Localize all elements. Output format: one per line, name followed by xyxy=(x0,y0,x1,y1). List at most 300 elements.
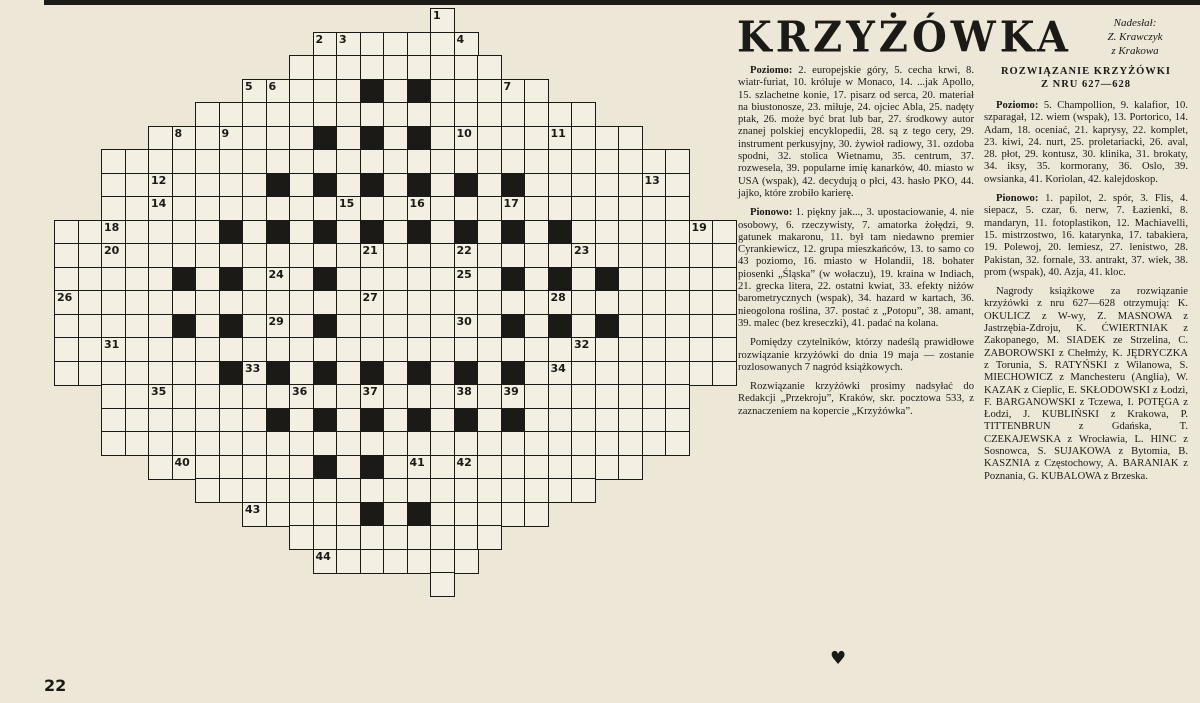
crossword-cell xyxy=(219,337,244,362)
crossword-cell xyxy=(148,337,173,362)
crossword-cell xyxy=(289,525,314,550)
crossword-cell xyxy=(618,220,643,245)
crossword-cell xyxy=(454,455,479,480)
crossword-cell xyxy=(242,243,267,268)
crossword-cell xyxy=(595,290,620,315)
crossword-cell xyxy=(595,149,620,174)
crossword-cell xyxy=(172,384,197,409)
crossword-cell xyxy=(407,79,432,104)
clue-number: 35 xyxy=(151,385,167,398)
down-clues-text: 1. piękny jak..., 3. upostaciowanie, 4. nie osobowy, 6. rzeczywisty, 7. amatorka żołędzi, 9. gatunek makaronu, 11. był tam niedawno premier Cyrankiewicz, 12. grupa mieszkańców, 13. to samo co 43 poziomo, 16. miasto w Holandii, 18. bohater piosenki „Śląska” (w wołaczu), 19. kraina w Indiach, 21. grecka litera, 22. ostatni kwiat, 33. efekty niżów barometrycznych (wspak), 34. hazard w kartach, 36. nieogolona roślina, 37. postać z „Potopu”, 38. amant, 39. malec (bez kreseczki), 41. padać na kolana. xyxy=(738,207,974,329)
crossword-cell xyxy=(430,361,455,386)
crossword-cell xyxy=(360,337,385,362)
crossword-cell xyxy=(383,337,408,362)
crossword-cell xyxy=(501,337,526,362)
crossword-cell xyxy=(524,79,549,104)
crossword-cell xyxy=(595,126,620,151)
solution-column xyxy=(984,65,1188,490)
crossword-cell xyxy=(524,149,549,174)
clue-number: 43 xyxy=(245,502,261,516)
crossword-cell xyxy=(383,79,408,104)
crossword-cell xyxy=(289,243,314,268)
clue-number: 39 xyxy=(503,385,519,398)
crossword-cell xyxy=(501,243,526,268)
crossword-cell xyxy=(78,267,103,292)
crossword-cell xyxy=(289,478,314,503)
crossword-cell xyxy=(665,220,690,245)
crossword-cell xyxy=(172,408,197,433)
crossword-cell xyxy=(78,337,103,362)
crossword-cell xyxy=(524,314,549,339)
sender-name: Z. Krawczyk xyxy=(1107,31,1163,43)
crossword-cell xyxy=(360,149,385,174)
crossword-cell xyxy=(618,126,643,151)
crossword-cell xyxy=(266,79,291,104)
crossword-cell xyxy=(689,267,714,292)
crossword-cell xyxy=(595,314,620,339)
crossword-cell xyxy=(336,361,361,386)
crossword-cell xyxy=(195,314,220,339)
crossword-cell xyxy=(383,267,408,292)
crossword-cell xyxy=(360,361,385,386)
crossword-cell xyxy=(407,32,432,57)
crossword-cell xyxy=(148,267,173,292)
crossword-cell xyxy=(54,267,79,292)
clue-number: 12 xyxy=(151,173,167,187)
clue-number: 3 xyxy=(339,32,347,46)
crossword-cell xyxy=(313,32,338,57)
crossword-cell xyxy=(289,196,314,221)
crossword-cell xyxy=(665,173,690,198)
crossword-cell xyxy=(430,337,455,362)
crossword-cell xyxy=(548,267,573,292)
crossword-cell xyxy=(54,361,79,386)
crossword-cell xyxy=(289,361,314,386)
clue-number: 22 xyxy=(456,244,472,257)
solution-down-text: 1. papilot, 2. spór, 3. Flis, 4. siepacz, 5. czar, 6. nerw, 7. Łazienki, 8. mandaryn, 11. fotoplastikon, 12. Machiavelli, 15. mistrzostwo, 16. katarynka, 17. tabakiera, 19. Polewoj, 20. lemiesz, 27. lenistwo, 28. Pakistan, 32. fornale, 33. antrakt, 37. wiek, 38. prom (wspak), 40. Azja, 41. kloc. xyxy=(984,193,1188,278)
crossword-cell xyxy=(642,243,667,268)
crossword-cell xyxy=(360,431,385,456)
clue-number: 27 xyxy=(362,291,378,304)
crossword-cell xyxy=(266,102,291,127)
crossword-cell xyxy=(172,243,197,268)
crossword-cell xyxy=(548,102,573,127)
crossword-cell xyxy=(336,267,361,292)
crossword-cell xyxy=(101,314,126,339)
clue-number: 11 xyxy=(550,126,566,140)
sender-credit xyxy=(1080,16,1190,58)
crossword-cell xyxy=(501,267,526,292)
crossword-cell xyxy=(454,55,479,80)
crossword-cell xyxy=(454,384,479,409)
crossword-cell xyxy=(289,431,314,456)
crossword-cell xyxy=(383,408,408,433)
crossword-cell xyxy=(313,455,338,480)
crossword-cell xyxy=(665,290,690,315)
crossword-cell xyxy=(571,220,596,245)
crossword-cell xyxy=(454,79,479,104)
crossword-cell xyxy=(195,243,220,268)
crossword-cell xyxy=(195,126,220,151)
clue-number: 29 xyxy=(268,314,284,328)
crossword-cell xyxy=(454,337,479,362)
winners-list: K. OKULICZ z W-wy, Z. MASNOWA z Jastrzębia-Zdroju, K. ĆWIERTNIAK z Zakopanego, M. SIADEK ze Strzelina, C. ZABOROWSKI z Chełmży, K. JĘDRYCZKA z Torunia, S. RATYŃSKI z Wilanowa, S. MIECHOWICZ z Manchesteru (Anglia), W. KAZAK z Cieplic, E. SKŁODOWSKI z Łodzi, F. BARGANOWSKI z Tczewa, I. POTĘGA z Łodzi, J. KUBLIŃSKI z Krakowa, P. TITTENBRUN z Gdańska, T. CZEKAJEWSKA z Wrocławia, L. HINC z Sosnowca, S. SUJAKOWA z Bytomia, B. KASZNIA z Częstochowy, A. BARANIAK z Poznania, G. KUBALOWA z Brzeska. xyxy=(984,298,1188,482)
crossword-cell xyxy=(712,267,737,292)
crossword-cell xyxy=(313,478,338,503)
crossword-cell xyxy=(360,102,385,127)
crossword-cell xyxy=(595,455,620,480)
crossword-cell xyxy=(477,314,502,339)
crossword-cell xyxy=(289,220,314,245)
crossword-cell xyxy=(689,314,714,339)
crossword-cell xyxy=(360,502,385,527)
crossword-cell xyxy=(595,408,620,433)
clue-number: 44 xyxy=(315,549,331,563)
crossword-cell xyxy=(454,173,479,198)
across-heading: Poziomo: xyxy=(750,65,793,76)
crossword-cell xyxy=(548,408,573,433)
crossword-cell xyxy=(313,290,338,315)
crossword-cell xyxy=(595,173,620,198)
crossword-cell xyxy=(336,455,361,480)
crossword-cell xyxy=(289,384,314,409)
clue-number: 26 xyxy=(57,291,73,304)
crossword-cell xyxy=(454,102,479,127)
crossword-cell xyxy=(54,220,79,245)
crossword-cell xyxy=(712,220,737,245)
crossword-cell xyxy=(125,267,150,292)
crossword-cell xyxy=(548,243,573,268)
crossword-cell xyxy=(172,431,197,456)
crossword-cell xyxy=(336,549,361,574)
crossword-cell xyxy=(618,384,643,409)
crossword-cell xyxy=(219,478,244,503)
crossword-cell xyxy=(383,173,408,198)
crossword-cell xyxy=(195,337,220,362)
crossword-cell xyxy=(477,361,502,386)
clue-number: 13 xyxy=(644,173,660,187)
crossword-cell xyxy=(219,220,244,245)
crossword-cell xyxy=(665,408,690,433)
crossword-cell xyxy=(266,149,291,174)
crossword-cell xyxy=(360,455,385,480)
crossword-cell xyxy=(266,431,291,456)
crossword-cell xyxy=(407,361,432,386)
solution-down xyxy=(984,193,1188,279)
crossword-cell xyxy=(548,431,573,456)
crossword-cell xyxy=(477,102,502,127)
across-clues-text: 2. europejskie góry, 5. cecha krwi, 8. wiatr-furiat, 10. króluje w Monaco, 14. ...jak Apollo, 15. szlachetne konie, 17. pisarz od serca, 20. materiał na biustonosze, 23. miłuje, 24. ojciec Abla, 25. nadęty ptak, 26. może być brat lub bar, 27. środkowy autor znanej polskiej encyklopedii, 28. są z tego cery, 29. instrument perkusyjny, 30. żywioł radiowy, 31. ozdoba spodni, 32. stolica Wietnamu, 35. centrum, 37. rozwesela, 39. popularne imię kanarków, 40. miasto w USA (wspak), 42. decydują o płci, 43. hasło PKO, 44. jajko, które zrobiło karierę. xyxy=(738,65,974,199)
crossword-cell xyxy=(430,549,455,574)
crossword-cell xyxy=(501,196,526,221)
crossword-cell xyxy=(477,173,502,198)
crossword-cell xyxy=(195,384,220,409)
crossword-cell xyxy=(571,149,596,174)
crossword-cell xyxy=(313,102,338,127)
crossword-cell xyxy=(148,314,173,339)
crossword-cell xyxy=(172,361,197,386)
crossword-cell xyxy=(712,243,737,268)
crossword-cell xyxy=(360,55,385,80)
crossword-cell xyxy=(101,408,126,433)
clue-number: 9 xyxy=(221,126,230,140)
crossword-cell xyxy=(430,384,455,409)
crossword-cell xyxy=(266,314,291,339)
crossword-cell xyxy=(172,455,197,480)
crossword-cell xyxy=(571,337,596,362)
crossword-cell xyxy=(501,384,526,409)
crossword-cell xyxy=(125,196,150,221)
crossword-cell xyxy=(477,431,502,456)
crossword-cell xyxy=(524,384,549,409)
winners xyxy=(984,286,1188,483)
crossword-cell xyxy=(172,290,197,315)
crossword-cell xyxy=(524,243,549,268)
crossword-cell xyxy=(501,220,526,245)
crossword-cell xyxy=(219,149,244,174)
crossword-cell xyxy=(430,220,455,245)
crossword-cell xyxy=(360,173,385,198)
crossword-cell xyxy=(454,149,479,174)
clue-number: 8 xyxy=(174,126,183,140)
crossword-cell xyxy=(642,196,667,221)
winners-intro: Nagrody książkowe za rozwiązanie krzyżówki z nru 627—628 otrzymują: xyxy=(984,286,1188,310)
crossword-cell xyxy=(407,314,432,339)
crossword-cell xyxy=(313,502,338,527)
crossword-cell xyxy=(289,314,314,339)
crossword-cell xyxy=(665,361,690,386)
crossword-cell xyxy=(219,196,244,221)
page-title: KRZYŻÓWKA xyxy=(737,12,1072,63)
crossword-cell xyxy=(477,220,502,245)
crossword-cell xyxy=(195,102,220,127)
crossword-cell xyxy=(548,126,573,151)
crossword-cell xyxy=(501,79,526,104)
crossword-cell xyxy=(642,337,667,362)
crossword-cell xyxy=(501,126,526,151)
clue-number: 20 xyxy=(104,244,120,257)
crossword-cell xyxy=(336,502,361,527)
crossword-cell xyxy=(242,314,267,339)
crossword-cell xyxy=(219,361,244,386)
crossword-cell xyxy=(148,431,173,456)
crossword-cell xyxy=(524,478,549,503)
crossword-cell xyxy=(360,478,385,503)
crossword-cell xyxy=(618,290,643,315)
clue-number: 10 xyxy=(456,126,472,140)
clue-number: 34 xyxy=(550,361,566,375)
crossword-cell xyxy=(242,173,267,198)
clue-number: 1 xyxy=(433,9,441,22)
crossword-cell xyxy=(289,102,314,127)
crossword-cell xyxy=(360,220,385,245)
crossword-cell xyxy=(712,337,737,362)
crossword-cell xyxy=(313,525,338,550)
crossword-cell xyxy=(430,502,455,527)
crossword-cell xyxy=(360,314,385,339)
crossword-cell xyxy=(454,361,479,386)
crossword-cell xyxy=(101,384,126,409)
crossword-cell xyxy=(454,478,479,503)
crossword-cell xyxy=(618,431,643,456)
crossword-cell xyxy=(571,267,596,292)
crossword-cell xyxy=(78,220,103,245)
crossword-cell xyxy=(336,290,361,315)
crossword-cell xyxy=(548,337,573,362)
crossword-cell xyxy=(548,290,573,315)
crossword-cell xyxy=(101,431,126,456)
crossword-cell xyxy=(360,243,385,268)
crossword-cell xyxy=(242,267,267,292)
crossword-cell xyxy=(407,478,432,503)
crossword-cell xyxy=(430,478,455,503)
crossword-cell xyxy=(618,149,643,174)
clue-number: 2 xyxy=(315,32,324,46)
crossword-cell xyxy=(430,32,455,57)
crossword-cell xyxy=(477,290,502,315)
crossword-cell xyxy=(172,220,197,245)
clue-number: 14 xyxy=(151,197,167,210)
crossword-cell xyxy=(407,455,432,480)
crossword-cell xyxy=(712,314,737,339)
crossword-cell xyxy=(289,455,314,480)
crossword-cell xyxy=(172,126,197,151)
crossword-cell xyxy=(101,267,126,292)
crossword-cell xyxy=(689,337,714,362)
crossword-cell xyxy=(430,267,455,292)
crossword-cell xyxy=(266,384,291,409)
crossword-cell xyxy=(430,314,455,339)
crossword-cell xyxy=(571,102,596,127)
crossword-cell xyxy=(501,290,526,315)
crossword-cell xyxy=(54,337,79,362)
crossword-cell xyxy=(266,502,291,527)
crossword-cell xyxy=(266,337,291,362)
crossword-cell xyxy=(266,267,291,292)
crossword-cell xyxy=(101,337,126,362)
crossword-cell xyxy=(524,102,549,127)
crossword-cell xyxy=(383,196,408,221)
crossword-cell xyxy=(383,102,408,127)
crossword-cell xyxy=(383,478,408,503)
crossword-cell xyxy=(712,361,737,386)
crossword-cell xyxy=(148,173,173,198)
crossword-cell xyxy=(289,173,314,198)
crossword-cell xyxy=(524,455,549,480)
crossword-cell xyxy=(219,408,244,433)
clue-number: 18 xyxy=(104,220,120,234)
crossword-cell xyxy=(477,502,502,527)
crossword-cell xyxy=(219,290,244,315)
crossword-cell xyxy=(219,431,244,456)
clue-number: 15 xyxy=(339,197,355,210)
solution-heading-line2: Z NRU 627—628 xyxy=(1040,79,1131,90)
solution-heading-line1: ROZWIĄZANIE KRZYŻÓWKI xyxy=(1000,66,1172,77)
crossword-cell xyxy=(524,431,549,456)
crossword-cell xyxy=(172,267,197,292)
crossword-cell xyxy=(571,314,596,339)
crossword-cell xyxy=(501,149,526,174)
crossword-cell xyxy=(407,173,432,198)
crossword-cell xyxy=(407,549,432,574)
crossword-cell xyxy=(454,314,479,339)
crossword-cell xyxy=(430,8,455,33)
crossword-cell xyxy=(430,126,455,151)
crossword-cell xyxy=(148,384,173,409)
crossword-cell xyxy=(407,149,432,174)
crossword-cell xyxy=(101,243,126,268)
crossword-cell xyxy=(336,243,361,268)
clue-number: 17 xyxy=(503,197,519,210)
crossword-cell xyxy=(360,384,385,409)
crossword-cell xyxy=(618,173,643,198)
crossword-cell xyxy=(548,149,573,174)
crossword-cell xyxy=(548,196,573,221)
crossword-cell xyxy=(383,525,408,550)
crossword-cell xyxy=(336,102,361,127)
clue-number: 23 xyxy=(574,244,590,257)
clue-number: 21 xyxy=(362,244,378,257)
crossword-cell xyxy=(407,196,432,221)
crossword-cell xyxy=(407,243,432,268)
crossword-cell xyxy=(430,149,455,174)
crossword-cell xyxy=(407,102,432,127)
crossword-cell xyxy=(172,149,197,174)
crossword-cell xyxy=(595,431,620,456)
crossword-cell xyxy=(242,408,267,433)
crossword-cell xyxy=(571,196,596,221)
crossword-cell xyxy=(430,455,455,480)
clue-number: 31 xyxy=(104,338,120,351)
crossword-cell xyxy=(689,243,714,268)
clue-number: 41 xyxy=(409,455,425,469)
crossword-cell xyxy=(336,384,361,409)
crossword-cell xyxy=(336,431,361,456)
crossword-cell xyxy=(289,502,314,527)
crossword-cell xyxy=(477,337,502,362)
crossword-cell xyxy=(219,267,244,292)
crossword-cell xyxy=(125,243,150,268)
crossword-cell xyxy=(148,290,173,315)
crossword-cell xyxy=(242,79,267,104)
crossword-cell xyxy=(336,408,361,433)
crossword-cell xyxy=(242,431,267,456)
clue-number: 30 xyxy=(456,314,472,328)
crossword-cell xyxy=(266,478,291,503)
clue-number: 16 xyxy=(409,197,425,210)
solution-across xyxy=(984,100,1188,186)
crossword-cell xyxy=(172,173,197,198)
crossword-cell xyxy=(665,337,690,362)
crossword-cell xyxy=(642,290,667,315)
crossword-cell xyxy=(101,173,126,198)
crossword-cell xyxy=(454,549,479,574)
crossword-cell xyxy=(383,243,408,268)
crossword-cell xyxy=(195,173,220,198)
crossword-cell xyxy=(125,361,150,386)
crossword-cell xyxy=(289,149,314,174)
crossword-cell xyxy=(266,196,291,221)
crossword-cell xyxy=(689,220,714,245)
crossword-cell xyxy=(548,455,573,480)
crossword-cell xyxy=(360,196,385,221)
clues-column xyxy=(738,65,974,425)
crossword-cell xyxy=(289,126,314,151)
crossword-cells xyxy=(54,8,736,596)
clue-number: 5 xyxy=(245,79,253,93)
crossword-cell xyxy=(313,149,338,174)
crossword-cell xyxy=(383,549,408,574)
